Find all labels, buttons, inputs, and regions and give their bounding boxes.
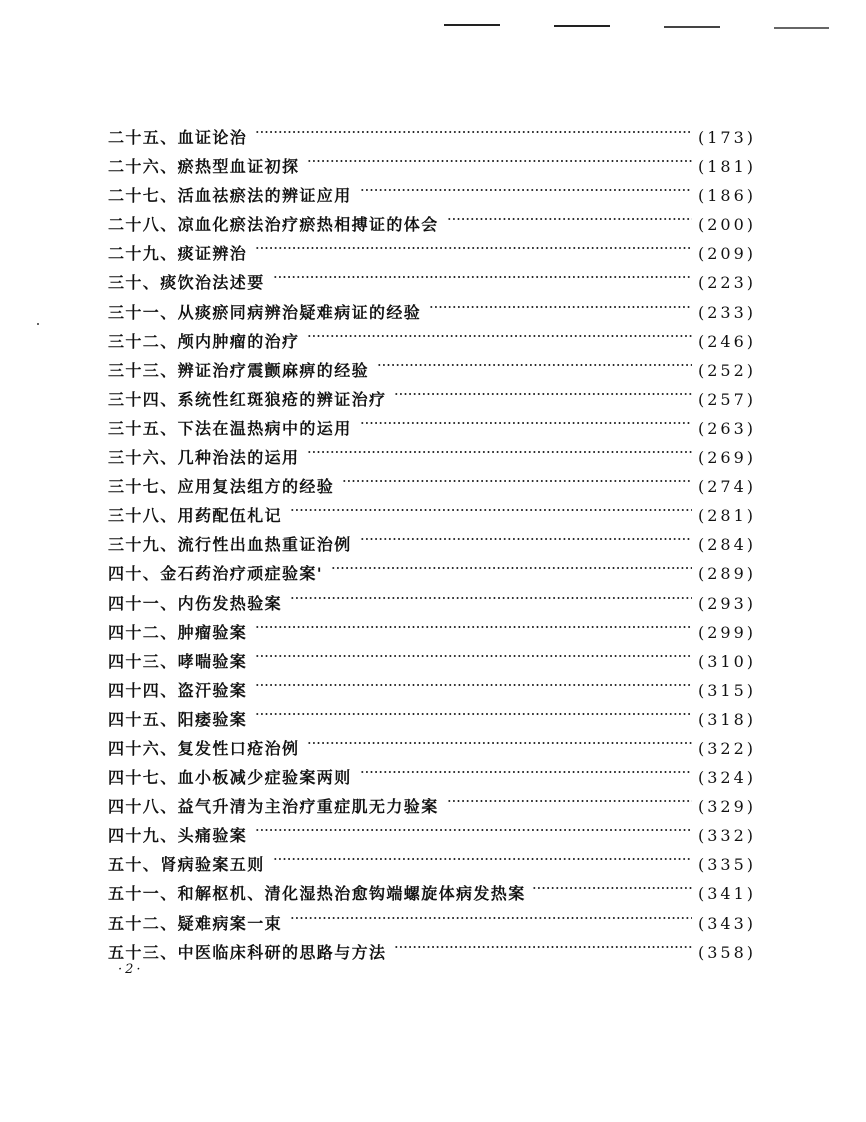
toc-entry-page: (233) xyxy=(697,302,756,322)
toc-entry-title: 四十六、复发性口疮治例 xyxy=(108,738,300,758)
toc-entry-page: (315) xyxy=(697,680,756,700)
toc-entry-page: (200) xyxy=(697,215,756,235)
dot-leader xyxy=(255,638,692,667)
toc-entry-page: (181) xyxy=(697,157,756,177)
toc-entry-page: (310) xyxy=(697,651,756,671)
toc-entry-title: 三十一、从痰瘀同病辨治疑难病证的经验 xyxy=(108,302,422,322)
toc-entry-page: (335) xyxy=(697,855,756,875)
toc-entry-title: 三十四、系统性红斑狼疮的辨证治疗 xyxy=(108,389,387,409)
toc-entry-page: (223) xyxy=(697,273,756,293)
toc-entry-title: 四十五、阳痿验案 xyxy=(108,709,248,729)
toc-entry-page: (263) xyxy=(697,418,756,438)
table-of-contents xyxy=(108,114,756,962)
toc-entry-title: 三十八、用药配伍札记 xyxy=(108,506,283,526)
toc-entry-title: 五十三、中医临床科研的思路与方法 xyxy=(108,942,387,962)
dot-leader xyxy=(255,667,692,696)
toc-entry-title: 四十三、哮喘验案 xyxy=(108,651,248,671)
toc-entry-page: (246) xyxy=(697,331,756,351)
toc-entry-title: 五十一、和解枢机、清化湿热治愈钩端螺旋体病发热案 xyxy=(108,884,526,904)
toc-entry-title: 四十九、头痛验案 xyxy=(108,826,248,846)
dot-leader xyxy=(255,230,692,259)
dot-leader xyxy=(394,376,692,405)
toc-entry-page: (343) xyxy=(697,913,756,933)
toc-entry-title: 四十二、肿瘤验案 xyxy=(108,622,248,642)
toc-entry-title: 三十六、几种治法的运用 xyxy=(108,448,300,468)
toc-entry-page: (341) xyxy=(697,884,756,904)
toc-entry-title: 四十八、益气升清为主治疗重症肌无力验案 xyxy=(108,797,439,817)
toc-entry-page: (289) xyxy=(697,564,756,584)
toc-entry-title: 五十、肾病验案五则 xyxy=(108,855,265,875)
header-rule xyxy=(554,25,610,27)
dot-leader xyxy=(307,143,692,172)
toc-entry-page: (329) xyxy=(697,797,756,817)
toc-entry-title: 四十一、内伤发热验案 xyxy=(108,593,283,613)
toc-entry-page: (324) xyxy=(697,768,756,788)
toc-entry-title: 二十八、凉血化瘀法治疗瘀热相搏证的体会 xyxy=(108,215,439,235)
dot-leader xyxy=(255,812,692,841)
toc-entry-title: 二十五、血证论治 xyxy=(108,128,248,147)
page-number: ·2· xyxy=(118,962,144,977)
toc-entry[interactable] xyxy=(108,114,756,147)
toc-entry-title: 三十二、颅内肿瘤的治疗 xyxy=(108,331,300,351)
header-rule xyxy=(774,27,829,29)
toc-entry-page: (284) xyxy=(697,535,756,555)
toc-entry-title: 三十三、辨证治疗震颤麻痹的经验 xyxy=(108,360,370,380)
toc-entry-page: (186) xyxy=(697,186,756,206)
toc-entry-page: (252) xyxy=(697,360,756,380)
toc-entry-page: (173) xyxy=(697,128,756,147)
toc-entry-page: (281) xyxy=(697,506,756,526)
dot-leader xyxy=(307,434,692,463)
dot-leader xyxy=(360,754,692,783)
dot-leader xyxy=(290,900,692,929)
dot-leader xyxy=(331,550,692,579)
dot-leader xyxy=(447,783,692,812)
toc-entry-title: 三十七、应用复法组方的经验 xyxy=(108,477,335,497)
dot-leader xyxy=(255,609,692,638)
dot-leader xyxy=(342,463,692,492)
toc-entry-title: 二十六、瘀热型血证初探 xyxy=(108,157,300,177)
dot-leader xyxy=(255,696,692,725)
dot-leader xyxy=(290,580,692,609)
scan-speck xyxy=(37,323,39,325)
toc-entry-title: 二十七、活血祛瘀法的辨证应用 xyxy=(108,186,352,206)
dot-leader xyxy=(532,870,694,899)
toc-entry-page: (358) xyxy=(697,942,756,962)
toc-entry-page: (299) xyxy=(697,622,756,642)
toc-entry-title: 三十、痰饮治法述要 xyxy=(108,273,265,293)
header-rule xyxy=(664,26,720,28)
toc-entry-title: 四十七、血小板减少症验案两则 xyxy=(108,768,352,788)
dot-leader xyxy=(394,929,692,958)
toc-entry-title: 二十九、痰证辨治 xyxy=(108,244,248,264)
toc-entry-page: (332) xyxy=(697,826,756,846)
toc-entry-page: (274) xyxy=(697,477,756,497)
dot-leader xyxy=(255,114,692,143)
toc-entry-page: (209) xyxy=(697,244,756,264)
toc-entry-title: 四十四、盗汗验案 xyxy=(108,680,248,700)
dot-leader xyxy=(307,318,692,347)
toc-entry-title: 四十、金石药治疗顽症验案' xyxy=(108,564,324,584)
toc-entry-title: 三十五、下法在温热病中的运用 xyxy=(108,418,352,438)
dot-leader xyxy=(360,172,692,201)
dot-leader xyxy=(273,841,692,870)
dot-leader xyxy=(307,725,692,754)
header-rule xyxy=(444,24,500,26)
toc-entry-page: (257) xyxy=(697,389,756,409)
toc-entry-page: (322) xyxy=(697,738,756,758)
dot-leader xyxy=(290,492,692,521)
dot-leader xyxy=(360,405,692,434)
toc-entry-title: 三十九、流行性出血热重证治例 xyxy=(108,535,352,555)
dot-leader xyxy=(273,259,692,288)
dot-leader xyxy=(377,347,692,376)
toc-entry-page: (293) xyxy=(697,593,756,613)
toc-entry-page: (269) xyxy=(697,448,756,468)
dot-leader xyxy=(447,201,692,230)
dot-leader xyxy=(360,521,692,550)
dot-leader xyxy=(429,289,692,318)
toc-entry-title: 五十二、疑难病案一束 xyxy=(108,913,283,933)
toc-entry-page: (318) xyxy=(697,709,756,729)
